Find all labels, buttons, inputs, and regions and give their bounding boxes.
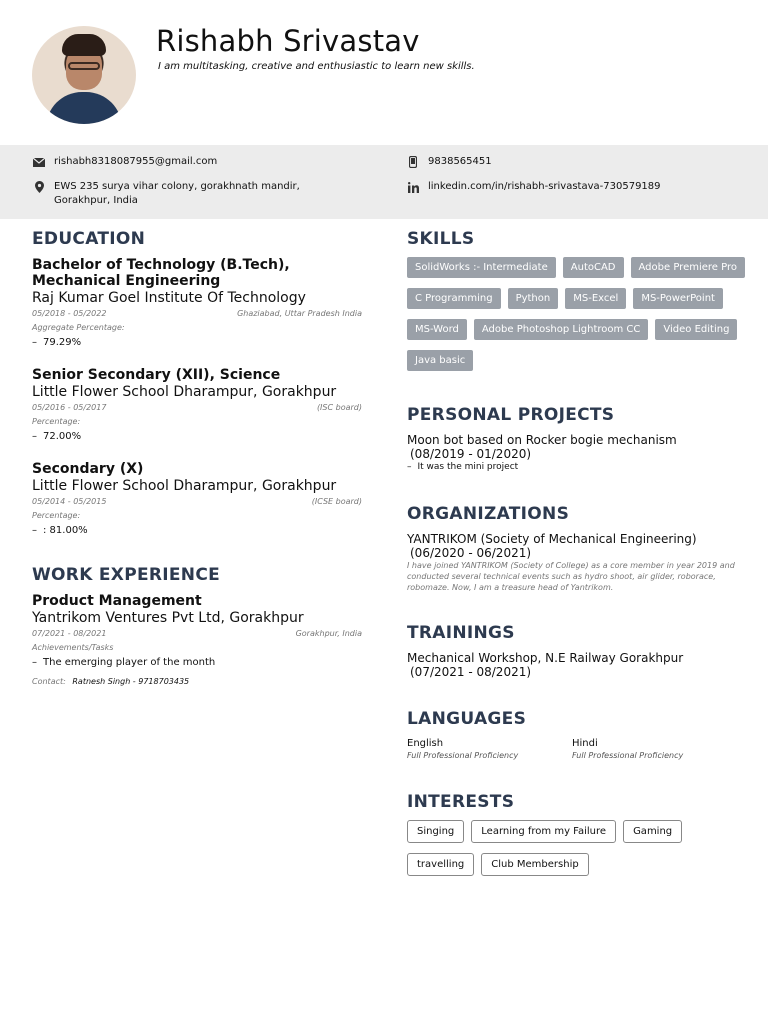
interests-list	[407, 820, 747, 876]
interests-heading: INTERESTS	[407, 792, 515, 812]
edu-location: Ghaziabad, Uttar Pradesh India	[237, 309, 362, 318]
contact-phone[interactable]	[406, 155, 492, 169]
edu-value: – 72.00%	[32, 429, 362, 445]
skill-chip: Java basic	[407, 350, 473, 371]
school: Little Flower School Dharampur, Gorakhpur	[32, 478, 337, 494]
organization-name: YANTRIKOM (Society of Mechanical Engineering)	[407, 532, 697, 546]
projects-heading: PERSONAL PROJECTS	[407, 405, 615, 425]
interest-chip: Gaming	[623, 820, 682, 843]
skill-chip: Adobe Photoshop Lightroom CC	[474, 319, 649, 340]
tagline: I am multitasking, creative and enthusiastic to learn new skills.	[158, 61, 475, 72]
skill-chip: Python	[508, 288, 559, 309]
organization-desc: I have joined YANTRIKOM (Society of College) as a core member in year 2019 and conducted several technical events such as hydro shoot, air glider, roborace, robomaze. Now, I am a treasure head of Yantrikom.	[407, 561, 735, 592]
reference-contact	[32, 677, 362, 686]
edu-dates: 05/2016 - 05/2017	[32, 403, 107, 412]
email-text: rishabh8318087955@gmail.com	[54, 156, 218, 167]
language-level: Full Professional Proficiency	[407, 751, 519, 760]
work-location: Gorakhpur, India	[295, 629, 362, 638]
edu-label: Percentage:	[32, 511, 81, 520]
edu-dates: 05/2018 - 05/2022	[32, 309, 107, 318]
candidate-name: Rishabh Srivastav	[156, 24, 420, 58]
skill-chip: MS-Word	[407, 319, 467, 340]
reference-value: Ratnesh Singh - 9718703435	[72, 677, 190, 686]
interest-chip: Singing	[407, 820, 464, 843]
organization-dates: (06/2020 - 06/2021)	[410, 546, 532, 560]
edu-dates: 05/2014 - 05/2015	[32, 497, 107, 506]
contact-linkedin[interactable]	[406, 180, 661, 194]
trainings-heading: TRAININGS	[407, 623, 515, 643]
languages-list	[407, 737, 737, 762]
edu-value: – 79.29%	[32, 335, 362, 351]
location-pin-icon	[32, 180, 46, 194]
phone-icon	[406, 155, 420, 169]
languages-heading: LANGUAGES	[407, 709, 527, 729]
degree: Secondary (X)	[32, 461, 144, 477]
degree: Senior Secondary (XII), Science	[32, 367, 281, 383]
skills-list	[407, 257, 747, 371]
linkedin-text: linkedin.com/in/rishabh-srivastava-730579189	[428, 181, 661, 192]
interest-chip: Learning from my Failure	[471, 820, 616, 843]
contact-email[interactable]	[32, 155, 217, 169]
language-item	[407, 737, 572, 762]
training-item	[407, 651, 737, 679]
language-name: Hindi	[572, 738, 598, 749]
linkedin-icon	[406, 180, 420, 194]
address-text: EWS 235 surya vihar colony, gorakhnath mandir, Gorakhpur, India	[54, 181, 300, 206]
edu-location: (ISC board)	[316, 403, 362, 412]
edu-label: Percentage:	[32, 417, 81, 426]
achievement: – The emerging player of the month	[32, 655, 362, 671]
right-column	[407, 229, 737, 876]
education-item	[32, 461, 362, 539]
project-item	[407, 433, 737, 474]
skill-chip: Adobe Premiere Pro	[631, 257, 745, 278]
degree: Bachelor of Technology (B.Tech), Mechanical Engineering	[32, 257, 290, 289]
training-name: Mechanical Workshop, N.E Railway Gorakhpur	[407, 651, 684, 665]
reference-label: Contact:	[32, 677, 66, 686]
edu-location: (ICSE board)	[311, 497, 362, 506]
education-item	[32, 257, 362, 351]
skill-chip: C Programming	[407, 288, 501, 309]
language-level: Full Professional Proficiency	[572, 751, 684, 760]
school: Raj Kumar Goel Institute Of Technology	[32, 290, 306, 306]
profile-photo	[32, 26, 136, 124]
skill-chip: Video Editing	[655, 319, 737, 340]
left-column	[32, 229, 362, 686]
project-note: – It was the mini project	[407, 461, 737, 474]
edu-label: Aggregate Percentage:	[32, 323, 125, 332]
phone-text: 9838565451	[428, 156, 492, 167]
organizations-heading: ORGANIZATIONS	[407, 504, 570, 524]
contact-address	[32, 180, 332, 208]
training-dates: (07/2021 - 08/2021)	[410, 665, 532, 679]
envelope-icon	[32, 155, 46, 169]
skills-heading: SKILLS	[407, 229, 475, 249]
interest-chip: Club Membership	[481, 853, 588, 876]
job-role: Product Management	[32, 593, 202, 609]
organization-item	[407, 532, 737, 593]
skill-chip: SolidWorks :- Intermediate	[407, 257, 556, 278]
interest-chip: travelling	[407, 853, 474, 876]
education-heading: EDUCATION	[32, 229, 146, 249]
work-label: Achievements/Tasks	[32, 643, 114, 652]
work-dates: 07/2021 - 08/2021	[32, 629, 107, 638]
work-item	[32, 593, 362, 686]
education-item	[32, 367, 362, 445]
project-name: Moon bot based on Rocker bogie mechanism	[407, 433, 677, 447]
language-item	[572, 737, 737, 762]
skill-chip: MS-PowerPoint	[633, 288, 723, 309]
school: Little Flower School Dharampur, Gorakhpur	[32, 384, 337, 400]
skill-chip: AutoCAD	[563, 257, 624, 278]
company: Yantrikom Ventures Pvt Ltd, Gorakhpur	[32, 610, 304, 626]
work-heading: WORK EXPERIENCE	[32, 565, 221, 585]
language-name: English	[407, 738, 444, 749]
project-dates: (08/2019 - 01/2020)	[410, 447, 532, 461]
skill-chip: MS-Excel	[565, 288, 626, 309]
edu-value: – : 81.00%	[32, 523, 362, 539]
